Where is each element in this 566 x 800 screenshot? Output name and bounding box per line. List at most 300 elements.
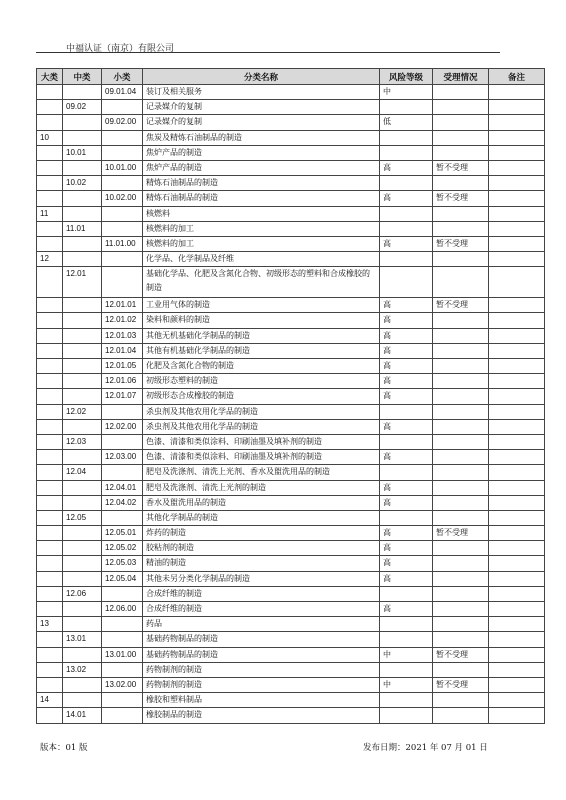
cell-category-name: 肥皂及洗涤剂、清洗上光剂、香水及盥洗用品的制造 <box>143 465 380 480</box>
cell-note <box>489 100 545 115</box>
cell-mid-class <box>63 298 102 313</box>
cell-mid-class <box>63 374 102 389</box>
cell-category-name: 肥皂及洗涤剂、清洗上光剂的制造 <box>143 480 380 495</box>
cell-risk-level <box>380 662 433 677</box>
cell-small-class: 12.05.03 <box>102 556 143 571</box>
cell-category-name: 合成纤维的制造 <box>143 602 380 617</box>
cell-category-name: 核燃料 <box>143 206 380 221</box>
cell-mid-class: 13.02 <box>63 662 102 677</box>
cell-risk-level: 高 <box>380 359 433 374</box>
cell-mid-class: 14.01 <box>63 708 102 723</box>
cell-acceptance <box>433 359 489 374</box>
cell-small-class <box>102 145 143 160</box>
cell-mid-class <box>63 85 102 100</box>
cell-note <box>489 191 545 206</box>
cell-risk-level <box>380 693 433 708</box>
cell-mid-class <box>63 419 102 434</box>
cell-note <box>489 526 545 541</box>
cell-small-class: 12.01.06 <box>102 374 143 389</box>
table-row <box>37 298 545 313</box>
cell-category-name: 初级形态合成橡胶的制造 <box>143 389 380 404</box>
table-row <box>37 480 545 495</box>
cell-small-class <box>102 176 143 191</box>
cell-small-class <box>102 267 143 298</box>
cell-acceptance <box>433 328 489 343</box>
cell-risk-level: 高 <box>380 556 433 571</box>
cell-note <box>489 571 545 586</box>
cell-small-class <box>102 221 143 236</box>
table-row <box>37 450 545 465</box>
cell-big-class <box>37 434 63 449</box>
cell-big-class <box>37 662 63 677</box>
cell-acceptance <box>433 130 489 145</box>
cell-note <box>489 647 545 662</box>
cell-category-name: 药物制剂的制造 <box>143 662 380 677</box>
cell-small-class: 13.01.00 <box>102 647 143 662</box>
cell-category-name: 橡胶制品的制造 <box>143 708 380 723</box>
cell-note <box>489 343 545 358</box>
cell-category-name: 基础药物制品的制造 <box>143 632 380 647</box>
cell-big-class <box>37 708 63 723</box>
table-row <box>37 267 545 298</box>
cell-big-class <box>37 100 63 115</box>
table-row <box>37 632 545 647</box>
cell-acceptance <box>433 450 489 465</box>
cell-note <box>489 617 545 632</box>
cell-small-class: 12.05.01 <box>102 526 143 541</box>
cell-category-name: 工业用气体的制造 <box>143 298 380 313</box>
cell-category-name: 基础化学品、化肥及含氮化合物、初级形态的塑料和合成橡胶的制造 <box>143 267 380 298</box>
cell-mid-class <box>63 206 102 221</box>
cell-risk-level: 高 <box>380 236 433 251</box>
cell-note <box>489 313 545 328</box>
cell-category-name: 化肥及含氮化合物的制造 <box>143 359 380 374</box>
cell-category-name: 香水及盥洗用品的制造 <box>143 495 380 510</box>
cell-note <box>489 298 545 313</box>
table-row <box>37 206 545 221</box>
cell-category-name: 化学品、化学制品及纤维 <box>143 252 380 267</box>
cell-category-name: 焦炉产品的制造 <box>143 145 380 160</box>
cell-risk-level <box>380 404 433 419</box>
cell-mid-class: 11.01 <box>63 221 102 236</box>
cell-small-class: 10.01.00 <box>102 160 143 175</box>
cell-risk-level <box>380 434 433 449</box>
cell-small-class: 12.01.02 <box>102 313 143 328</box>
cell-category-name: 记录媒介的复制 <box>143 100 380 115</box>
cell-note <box>489 328 545 343</box>
cell-note <box>489 434 545 449</box>
cell-big-class <box>37 160 63 175</box>
cell-mid-class <box>63 526 102 541</box>
cell-note <box>489 556 545 571</box>
cell-big-class <box>37 389 63 404</box>
header-divider <box>36 52 500 53</box>
cell-risk-level: 中 <box>380 85 433 100</box>
cell-acceptance <box>433 374 489 389</box>
cell-note <box>489 130 545 145</box>
cell-big-class: 14 <box>37 693 63 708</box>
cell-small-class: 12.04.02 <box>102 495 143 510</box>
table-row <box>37 571 545 586</box>
table-row <box>37 556 545 571</box>
cell-small-class: 12.01.07 <box>102 389 143 404</box>
cell-mid-class <box>63 677 102 692</box>
table-row <box>37 85 545 100</box>
cell-acceptance <box>433 632 489 647</box>
cell-big-class <box>37 267 63 298</box>
cell-mid-class <box>63 693 102 708</box>
cell-category-name: 色漆、清漆和类似涂料、印刷油墨及填补剂的制造 <box>143 434 380 449</box>
cell-big-class <box>37 359 63 374</box>
cell-risk-level: 高 <box>380 374 433 389</box>
cell-small-class: 12.04.01 <box>102 480 143 495</box>
cell-category-name: 其他化学制品的制造 <box>143 510 380 525</box>
cell-risk-level <box>380 130 433 145</box>
cell-risk-level <box>380 252 433 267</box>
cell-small-class <box>102 100 143 115</box>
cell-category-name: 杀虫剂及其他农用化学品的制造 <box>143 404 380 419</box>
cell-risk-level <box>380 145 433 160</box>
cell-big-class <box>37 145 63 160</box>
table-row <box>37 160 545 175</box>
table-row <box>37 602 545 617</box>
cell-big-class: 13 <box>37 617 63 632</box>
table-row <box>37 328 545 343</box>
cell-category-name: 装订及相关服务 <box>143 85 380 100</box>
cell-note <box>489 85 545 100</box>
cell-acceptance: 暂不受理 <box>433 677 489 692</box>
cell-big-class <box>37 450 63 465</box>
cell-big-class <box>37 115 63 130</box>
cell-note <box>489 389 545 404</box>
cell-mid-class <box>63 602 102 617</box>
cell-acceptance <box>433 465 489 480</box>
cell-category-name: 精油的制造 <box>143 556 380 571</box>
table-row <box>37 526 545 541</box>
cell-small-class: 12.05.04 <box>102 571 143 586</box>
cell-big-class <box>37 480 63 495</box>
cell-big-class <box>37 677 63 692</box>
col-header-note: 备注 <box>489 69 545 85</box>
cell-acceptance <box>433 510 489 525</box>
cell-acceptance <box>433 662 489 677</box>
cell-risk-level: 高 <box>380 343 433 358</box>
cell-mid-class <box>63 236 102 251</box>
cell-acceptance: 暂不受理 <box>433 191 489 206</box>
cell-risk-level: 高 <box>380 389 433 404</box>
col-header-risk: 风险等级 <box>380 69 433 85</box>
table-row <box>37 586 545 601</box>
table-row <box>37 495 545 510</box>
cell-big-class <box>37 328 63 343</box>
cell-category-name: 精炼石油制品的制造 <box>143 176 380 191</box>
cell-mid-class: 09.02 <box>63 100 102 115</box>
cell-acceptance <box>433 206 489 221</box>
cell-category-name: 核燃料的加工 <box>143 221 380 236</box>
cell-risk-level: 低 <box>380 115 433 130</box>
cell-category-name: 炸药的制造 <box>143 526 380 541</box>
cell-big-class <box>37 465 63 480</box>
table-row <box>37 221 545 236</box>
cell-note <box>489 677 545 692</box>
cell-mid-class: 12.03 <box>63 434 102 449</box>
cell-acceptance <box>433 115 489 130</box>
cell-mid-class: 10.02 <box>63 176 102 191</box>
cell-risk-level: 高 <box>380 480 433 495</box>
cell-mid-class: 13.01 <box>63 632 102 647</box>
cell-mid-class <box>63 541 102 556</box>
cell-category-name: 其他有机基础化学制品的制造 <box>143 343 380 358</box>
cell-small-class: 09.01.04 <box>102 85 143 100</box>
cell-small-class <box>102 252 143 267</box>
table-row <box>37 617 545 632</box>
table-body <box>37 85 545 724</box>
cell-big-class <box>37 571 63 586</box>
table-row <box>37 191 545 206</box>
cell-risk-level <box>380 221 433 236</box>
cell-acceptance <box>433 693 489 708</box>
cell-small-class: 09.02.00 <box>102 115 143 130</box>
cell-risk-level: 高 <box>380 313 433 328</box>
cell-risk-level: 高 <box>380 328 433 343</box>
table-row <box>37 541 545 556</box>
cell-acceptance <box>433 252 489 267</box>
cell-mid-class <box>63 191 102 206</box>
cell-acceptance <box>433 100 489 115</box>
cell-risk-level: 高 <box>380 602 433 617</box>
cell-mid-class <box>63 313 102 328</box>
table-row <box>37 115 545 130</box>
cell-risk-level <box>380 176 433 191</box>
col-header-small: 小类 <box>102 69 143 85</box>
cell-small-class <box>102 510 143 525</box>
cell-note <box>489 708 545 723</box>
footer-version: 版本：01 版 <box>40 743 88 753</box>
cell-acceptance: 暂不受理 <box>433 647 489 662</box>
cell-risk-level: 高 <box>380 541 433 556</box>
cell-note <box>489 359 545 374</box>
table-row <box>37 252 545 267</box>
table-row <box>37 374 545 389</box>
cell-risk-level <box>380 708 433 723</box>
cell-big-class: 12 <box>37 252 63 267</box>
cell-acceptance <box>433 85 489 100</box>
cell-mid-class <box>63 480 102 495</box>
table-row <box>37 662 545 677</box>
cell-acceptance: 暂不受理 <box>433 160 489 175</box>
cell-mid-class <box>63 389 102 404</box>
cell-acceptance <box>433 556 489 571</box>
table-row <box>37 313 545 328</box>
cell-acceptance <box>433 389 489 404</box>
cell-small-class: 12.03.00 <box>102 450 143 465</box>
cell-big-class <box>37 298 63 313</box>
cell-big-class <box>37 343 63 358</box>
table-row <box>37 343 545 358</box>
cell-category-name: 记录媒介的复制 <box>143 115 380 130</box>
cell-small-class <box>102 632 143 647</box>
cell-note <box>489 145 545 160</box>
cell-category-name: 基础药物制品的制造 <box>143 647 380 662</box>
cell-acceptance <box>433 586 489 601</box>
cell-acceptance <box>433 313 489 328</box>
cell-acceptance <box>433 176 489 191</box>
cell-risk-level: 高 <box>380 419 433 434</box>
cell-risk-level: 中 <box>380 647 433 662</box>
cell-risk-level: 中 <box>380 677 433 692</box>
cell-mid-class: 12.06 <box>63 586 102 601</box>
cell-note <box>489 495 545 510</box>
cell-category-name: 药物制剂的制造 <box>143 677 380 692</box>
cell-big-class <box>37 191 63 206</box>
cell-mid-class <box>63 450 102 465</box>
col-header-name: 分类名称 <box>143 69 380 85</box>
cell-acceptance <box>433 617 489 632</box>
col-header-accept: 受理情况 <box>433 69 489 85</box>
cell-note <box>489 450 545 465</box>
cell-acceptance <box>433 708 489 723</box>
table-row <box>37 100 545 115</box>
table-row <box>37 389 545 404</box>
cell-small-class: 12.01.04 <box>102 343 143 358</box>
cell-risk-level: 高 <box>380 191 433 206</box>
cell-big-class <box>37 404 63 419</box>
cell-mid-class <box>63 328 102 343</box>
table-row <box>37 176 545 191</box>
table-row <box>37 359 545 374</box>
cell-note <box>489 374 545 389</box>
cell-note <box>489 602 545 617</box>
cell-acceptance: 暂不受理 <box>433 236 489 251</box>
cell-note <box>489 510 545 525</box>
table-row <box>37 145 545 160</box>
cell-note <box>489 236 545 251</box>
cell-note <box>489 419 545 434</box>
table-row <box>37 404 545 419</box>
table-header-row <box>37 69 545 85</box>
cell-big-class <box>37 586 63 601</box>
cell-category-name: 核燃料的加工 <box>143 236 380 251</box>
cell-category-name: 胶粘剂的制造 <box>143 541 380 556</box>
table-row <box>37 236 545 251</box>
cell-category-name: 药品 <box>143 617 380 632</box>
cell-category-name: 精炼石油制品的制造 <box>143 191 380 206</box>
cell-small-class: 12.01.03 <box>102 328 143 343</box>
cell-category-name: 其他未另分类化学制品的制造 <box>143 571 380 586</box>
cell-risk-level: 高 <box>380 571 433 586</box>
cell-acceptance <box>433 571 489 586</box>
cell-note <box>489 115 545 130</box>
cell-risk-level <box>380 586 433 601</box>
table-row <box>37 130 545 145</box>
cell-category-name: 橡胶和塑料制品 <box>143 693 380 708</box>
cell-category-name: 初级形态塑料的制造 <box>143 374 380 389</box>
cell-mid-class: 12.04 <box>63 465 102 480</box>
cell-small-class: 12.01.05 <box>102 359 143 374</box>
cell-small-class <box>102 206 143 221</box>
cell-risk-level <box>380 465 433 480</box>
cell-acceptance: 暂不受理 <box>433 526 489 541</box>
cell-big-class <box>37 221 63 236</box>
table-row <box>37 419 545 434</box>
cell-acceptance <box>433 419 489 434</box>
table-row <box>37 708 545 723</box>
cell-big-class: 10 <box>37 130 63 145</box>
cell-category-name: 杀虫剂及其他农用化学品的制造 <box>143 419 380 434</box>
cell-mid-class <box>63 617 102 632</box>
cell-note <box>489 267 545 298</box>
cell-small-class <box>102 617 143 632</box>
cell-small-class: 11.01.00 <box>102 236 143 251</box>
cell-category-name: 其他无机基础化学制品的制造 <box>143 328 380 343</box>
cell-category-name: 合成纤维的制造 <box>143 586 380 601</box>
cell-risk-level: 高 <box>380 160 433 175</box>
cell-risk-level: 高 <box>380 495 433 510</box>
cell-note <box>489 160 545 175</box>
cell-note <box>489 693 545 708</box>
cell-small-class: 12.05.02 <box>102 541 143 556</box>
cell-big-class <box>37 541 63 556</box>
cell-note <box>489 586 545 601</box>
table-row <box>37 434 545 449</box>
cell-note <box>489 206 545 221</box>
cell-mid-class <box>63 571 102 586</box>
cell-category-name: 染料和颜料的制造 <box>143 313 380 328</box>
company-name: 中福认证（南京）有限公司 <box>66 44 175 54</box>
cell-big-class <box>37 85 63 100</box>
cell-note <box>489 176 545 191</box>
cell-acceptance <box>433 541 489 556</box>
cell-acceptance <box>433 480 489 495</box>
cell-note <box>489 465 545 480</box>
cell-small-class <box>102 465 143 480</box>
cell-mid-class <box>63 343 102 358</box>
cell-big-class <box>37 510 63 525</box>
cell-big-class <box>37 526 63 541</box>
table-row <box>37 465 545 480</box>
cell-risk-level <box>380 632 433 647</box>
table-row <box>37 693 545 708</box>
cell-acceptance <box>433 267 489 298</box>
cell-acceptance <box>433 495 489 510</box>
cell-small-class: 12.01.01 <box>102 298 143 313</box>
cell-risk-level: 高 <box>380 526 433 541</box>
cell-big-class: 11 <box>37 206 63 221</box>
cell-big-class <box>37 176 63 191</box>
col-header-mid: 中类 <box>63 69 102 85</box>
cell-small-class <box>102 434 143 449</box>
cell-risk-level <box>380 510 433 525</box>
cell-risk-level <box>380 206 433 221</box>
cell-mid-class <box>63 495 102 510</box>
cell-mid-class: 12.01 <box>63 267 102 298</box>
cell-mid-class: 12.02 <box>63 404 102 419</box>
cell-note <box>489 404 545 419</box>
cell-small-class <box>102 586 143 601</box>
cell-risk-level <box>380 100 433 115</box>
cell-note <box>489 480 545 495</box>
cell-risk-level <box>380 267 433 298</box>
table-row <box>37 510 545 525</box>
cell-category-name: 焦炉产品的制造 <box>143 160 380 175</box>
cell-mid-class: 10.01 <box>63 145 102 160</box>
cell-risk-level <box>380 617 433 632</box>
cell-mid-class <box>63 252 102 267</box>
cell-small-class: 10.02.00 <box>102 191 143 206</box>
cell-small-class: 13.02.00 <box>102 677 143 692</box>
cell-note <box>489 252 545 267</box>
cell-small-class: 12.02.00 <box>102 419 143 434</box>
